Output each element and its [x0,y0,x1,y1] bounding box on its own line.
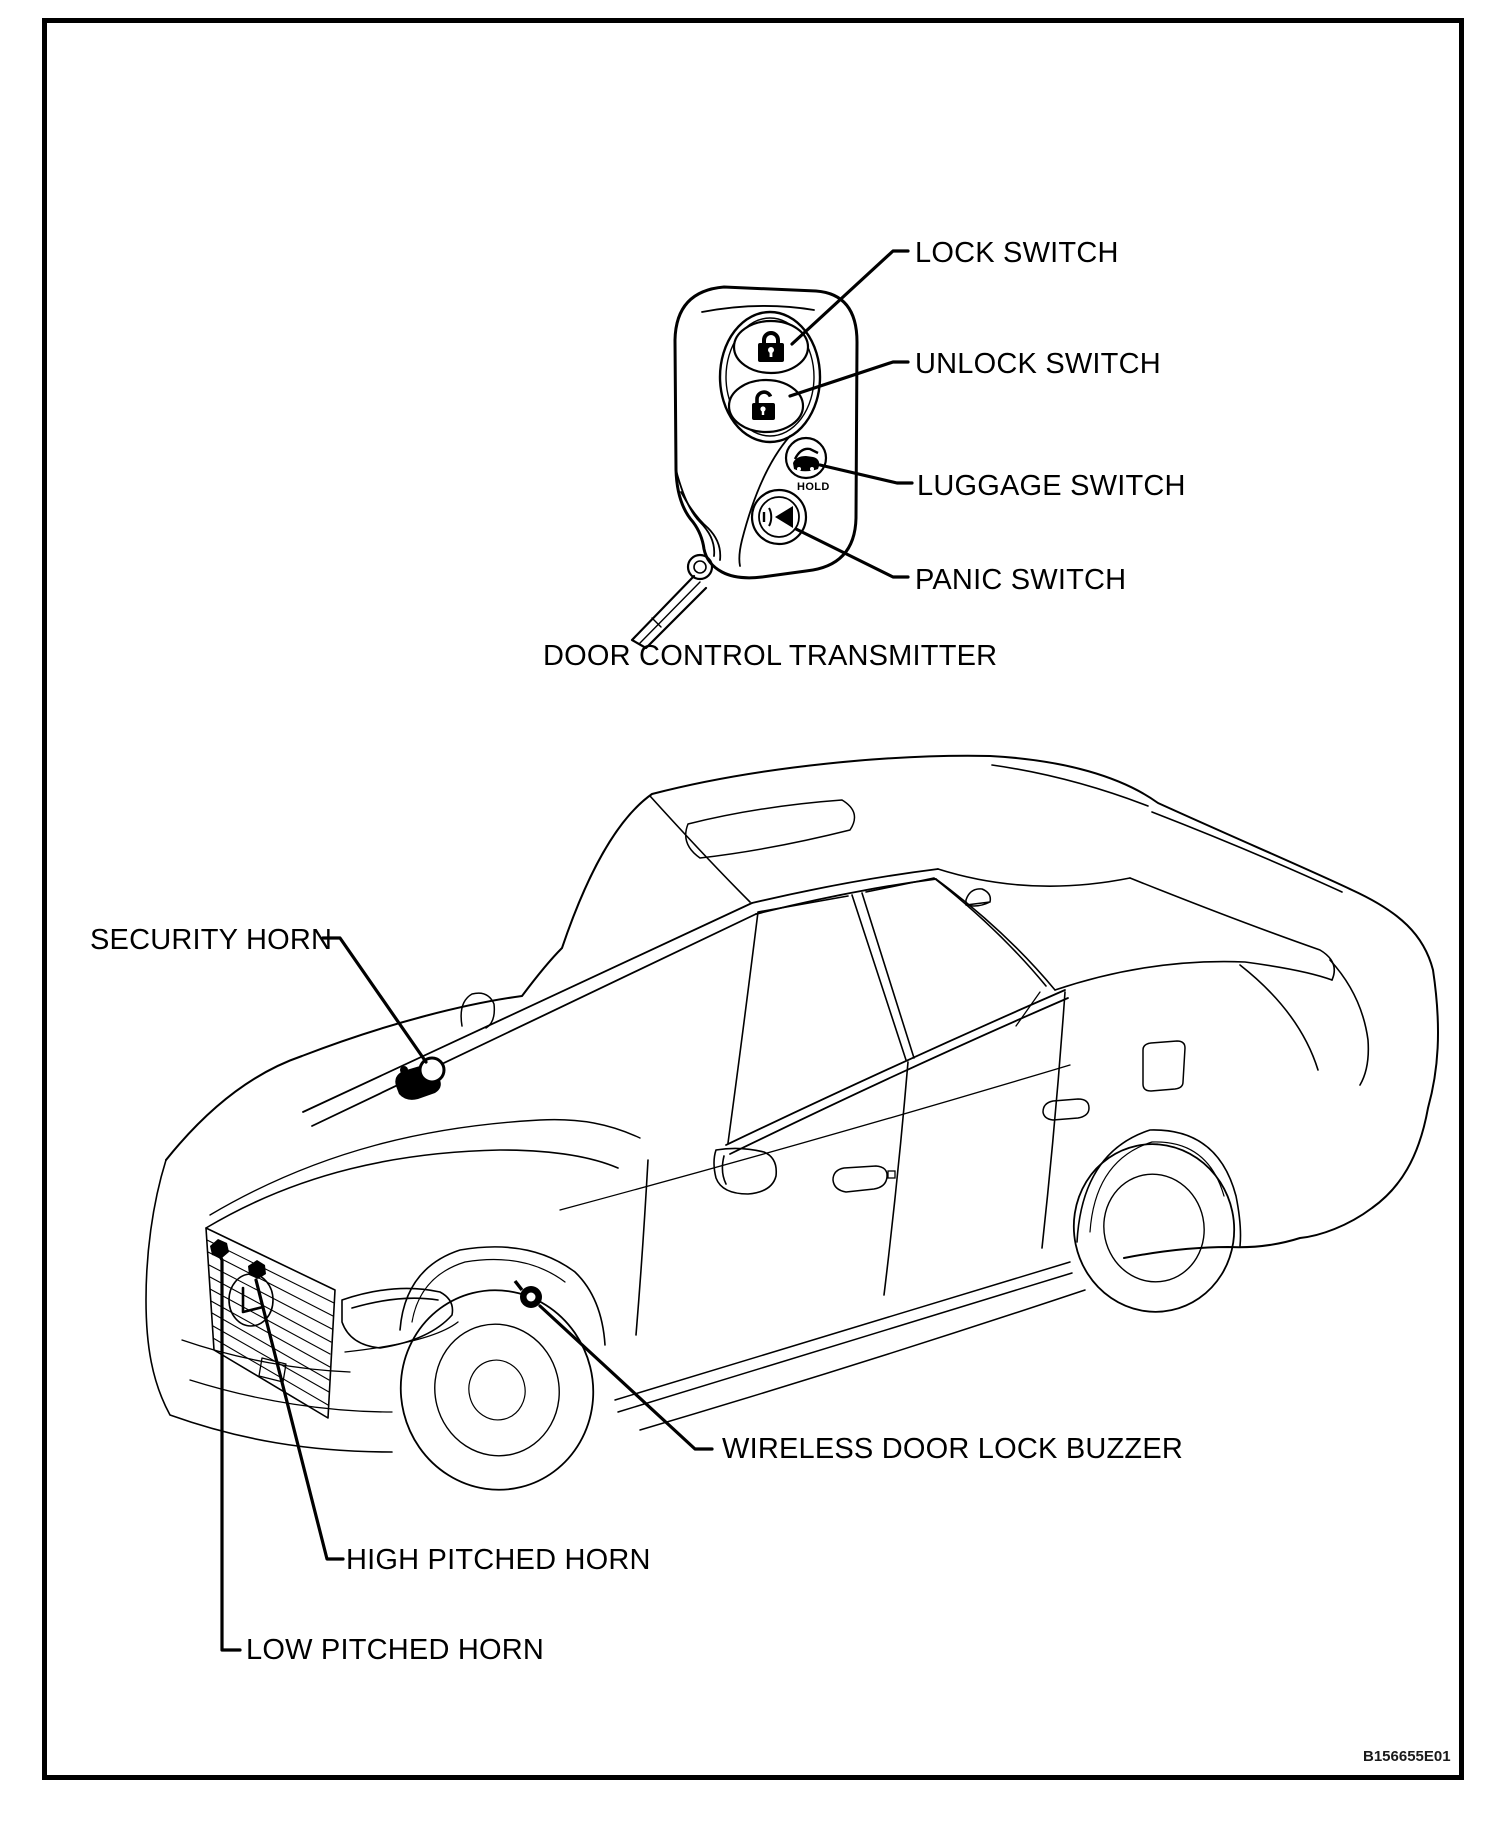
car-cowl-line [312,914,756,1126]
panic-button [752,490,806,544]
security-horn-label: SECURITY HORN [90,924,333,956]
car-rear-door-handle [1043,1099,1089,1120]
key-blade [632,555,712,648]
car-roof-drip-rail [752,869,938,914]
high-pitched-horn-marker [248,1260,266,1279]
car-rear-wheel [1058,1129,1249,1327]
car-fender-character-line [210,1120,640,1215]
unlock-switch-label: UNLOCK SWITCH [915,348,1161,380]
low-pitched-horn-label: LOW PITCHED HORN [246,1634,545,1666]
car-headlight [342,1288,453,1348]
car-trunk-edge [1130,878,1334,980]
luggage-button [786,438,826,478]
luggage-switch-label: LUGGAGE SWITCH [917,470,1186,502]
car-front-bumper [146,1160,392,1452]
car-fuel-door [1143,1041,1185,1091]
car-b-pillar [852,893,914,1060]
hold-label: HOLD [797,481,830,493]
panic-switch-label: PANIC SWITCH [915,564,1127,596]
figure-code: B156655E01 [1363,1748,1451,1765]
high-pitched-horn-label: HIGH PITCHED HORN [346,1544,651,1576]
lock-switch-label: LOCK SWITCH [915,237,1119,269]
unlock-switch-leader [790,362,908,396]
car-side-mirror [714,1148,776,1194]
transmitter-caption: DOOR CONTROL TRANSMITTER [543,640,998,672]
car-hood-front-edge [206,1150,618,1228]
wireless-door-lock-buzzer-label: WIRELESS DOOR LOCK BUZZER [722,1433,1184,1465]
car-outer-contour [166,756,1438,1258]
car-tail-light-crease [1330,960,1368,1085]
car-trunk-far-edge [1152,812,1342,892]
lock-switch-leader [792,251,908,344]
car-front-door-handle [833,1166,887,1192]
car-rocker-lines [615,1262,1085,1430]
high-pitched-horn-leader [256,1280,343,1559]
car-windshield-header [650,796,750,902]
car-door-keyhole [888,1171,895,1178]
car-rear-quarter-edge [1240,965,1318,1070]
wireless-door-lock-buzzer-marker [515,1281,542,1308]
car-rear-window-far-edge [992,765,1148,806]
car-a-pillar-line [303,903,752,1112]
car-headlight-lower-line [345,1322,458,1352]
car-far-side-mirror [461,993,494,1028]
door-control-transmitter-illustration [632,287,857,648]
car-beltline [726,990,1068,1154]
low-pitched-horn-leader [218,1252,240,1650]
lock-button [734,321,808,373]
vehicle-illustration [146,756,1438,1510]
car-c-pillar [936,879,1055,990]
car-sunroof [686,800,855,858]
car-shoulder-crease [560,1065,1070,1210]
transmitter-face-curve-top [702,306,814,312]
luggage-switch-leader [820,465,912,483]
car-rear-window-edge [938,869,1130,886]
car-rear-deck-edge [1055,962,1332,990]
car-front-wheel [380,1247,615,1510]
car-antenna [966,889,990,906]
wireless-buzzer-leader [540,1306,712,1449]
security-horn-marker [395,1058,444,1100]
unlock-button [729,380,803,432]
